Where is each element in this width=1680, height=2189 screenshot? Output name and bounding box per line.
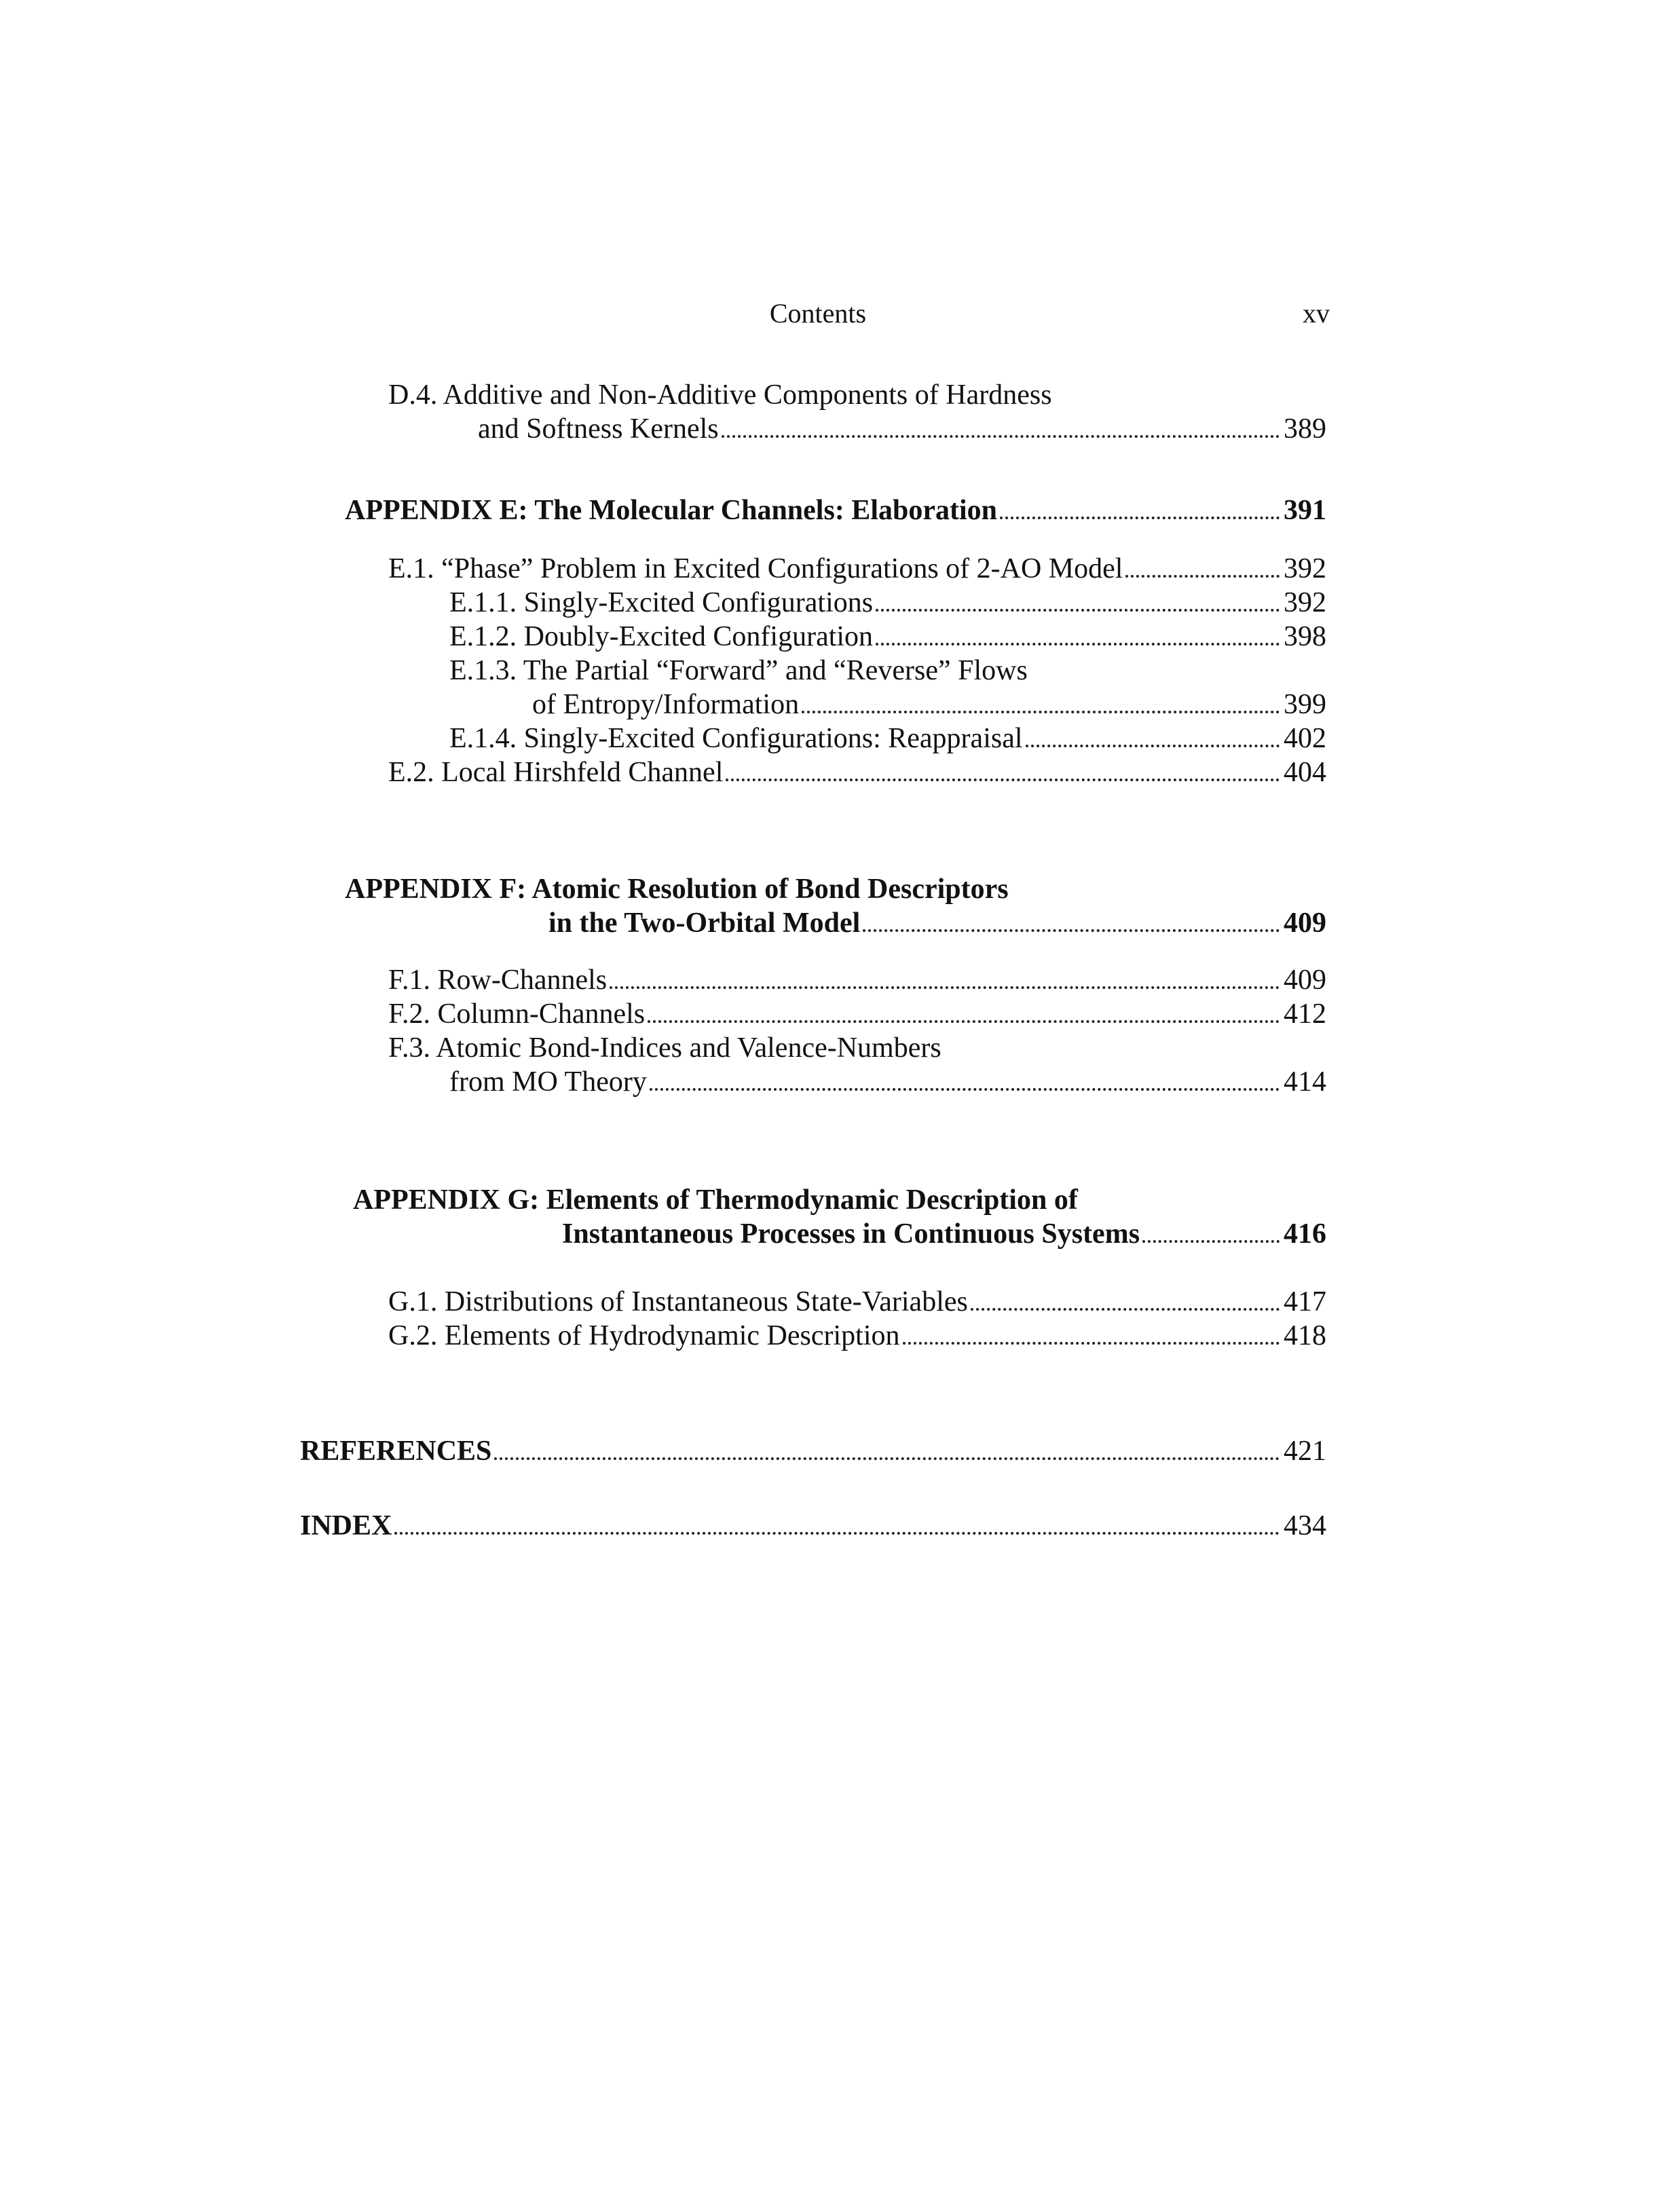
toc-entry-appendix-g[interactable] — [562, 1216, 1326, 1252]
toc-entry-d4-line1[interactable] — [388, 377, 1339, 413]
toc-label: APPENDIX F: Atomic Resolution of Bond Descriptors — [345, 874, 1009, 905]
toc-page-number: 417 — [1284, 1286, 1326, 1317]
toc-entry-f3-line1[interactable] — [388, 1030, 1326, 1066]
toc-entry-index[interactable] — [300, 1508, 1326, 1543]
dot-leader — [650, 1088, 1280, 1091]
running-header-page-number: xv — [1303, 298, 1330, 329]
toc-page-number: 416 — [1284, 1218, 1326, 1250]
toc-label: F.2. Column-Channels — [388, 998, 646, 1030]
toc-label: E.2. Local Hirshfeld Channel — [388, 757, 724, 788]
toc-label: E.1.2. Doubly-Excited Configuration — [449, 621, 874, 652]
toc-entry-g1[interactable] — [388, 1284, 1326, 1320]
toc-entry-appendix-f-line1[interactable] — [345, 872, 1326, 907]
dot-leader — [1142, 1240, 1280, 1243]
dot-leader — [726, 779, 1280, 781]
toc-entry-d4[interactable] — [478, 411, 1326, 447]
toc-label: F.1. Row-Channels — [388, 965, 608, 996]
dot-leader — [863, 929, 1280, 932]
toc-entry-g2[interactable] — [388, 1318, 1326, 1353]
toc-label: G.1. Distributions of Instantaneous State-Variables — [388, 1286, 968, 1317]
dot-leader — [610, 986, 1280, 989]
dot-leader — [876, 643, 1280, 646]
toc-page-number: 418 — [1284, 1320, 1326, 1351]
toc-page-number: 404 — [1284, 757, 1326, 788]
toc-label: E.1. “Phase” Problem in Excited Configurations of 2-AO Model — [388, 553, 1123, 584]
toc-label: D.4. Additive and Non-Additive Components of Hardness — [388, 379, 1052, 411]
toc-page-number: 412 — [1284, 998, 1326, 1030]
toc-entry-e12[interactable] — [449, 619, 1326, 654]
toc-entry-e1[interactable] — [388, 551, 1326, 586]
toc-entry-f2[interactable] — [388, 996, 1326, 1032]
toc-label: INDEX — [300, 1510, 392, 1541]
toc-page-number: 398 — [1284, 621, 1326, 652]
dot-leader — [1000, 517, 1280, 519]
toc-entry-f1[interactable] — [388, 962, 1326, 998]
toc-page-number: 389 — [1284, 413, 1326, 445]
toc-entry-e13-line1[interactable] — [449, 653, 1326, 688]
toc-label: F.3. Atomic Bond-Indices and Valence-Numbers — [388, 1032, 941, 1064]
toc-label: from MO Theory — [449, 1066, 647, 1098]
toc-entry-e13[interactable] — [532, 687, 1326, 722]
toc-page-number: 392 — [1284, 587, 1326, 618]
toc-page-number: 421 — [1284, 1436, 1326, 1467]
toc-label: Instantaneous Processes in Continuous Systems — [562, 1218, 1140, 1250]
running-header-title: Contents — [769, 298, 867, 329]
toc-label: in the Two-Orbital Model — [548, 908, 861, 939]
dot-leader — [648, 1020, 1280, 1023]
toc-page-number: 399 — [1284, 689, 1326, 720]
toc-label: G.2. Elements of Hydrodynamic Description — [388, 1320, 900, 1351]
toc-page-number: 434 — [1284, 1510, 1326, 1541]
toc-label: REFERENCES — [300, 1436, 492, 1467]
dot-leader — [494, 1457, 1280, 1460]
toc-page-number: 414 — [1284, 1066, 1326, 1098]
dot-leader — [971, 1308, 1280, 1311]
dot-leader — [1026, 745, 1280, 747]
toc-entry-appendix-f[interactable] — [548, 905, 1326, 941]
toc-entry-e2[interactable] — [388, 755, 1326, 790]
toc-label: APPENDIX E: The Molecular Channels: Elaboration — [345, 495, 997, 526]
dot-leader — [1125, 575, 1280, 578]
toc-page-number: 391 — [1284, 495, 1326, 526]
toc-label: of Entropy/Information — [532, 689, 800, 720]
toc-label: E.1.4. Singly-Excited Configurations: Reappraisal — [449, 723, 1023, 754]
toc-entry-e11[interactable] — [449, 585, 1326, 620]
toc-label: E.1.3. The Partial “Forward” and “Reverse” Flows — [449, 655, 1028, 686]
toc-page-number: 392 — [1284, 553, 1326, 584]
dot-leader — [394, 1532, 1280, 1535]
toc-page-number: 409 — [1284, 908, 1326, 939]
dot-leader — [802, 711, 1280, 713]
toc-entry-e14[interactable] — [449, 721, 1326, 756]
toc-page-number: 409 — [1284, 965, 1326, 996]
toc-entry-appendix-e[interactable] — [345, 493, 1326, 528]
toc-label: APPENDIX G: Elements of Thermodynamic Description of — [353, 1184, 1078, 1216]
dot-leader — [722, 435, 1280, 438]
dot-leader — [903, 1342, 1280, 1345]
toc-label: and Softness Kernels — [478, 413, 719, 445]
toc-label: E.1.1. Singly-Excited Configurations — [449, 587, 874, 618]
toc-entry-appendix-g-line1[interactable] — [353, 1182, 1326, 1218]
toc-entry-references[interactable] — [300, 1434, 1326, 1469]
toc-page-number: 402 — [1284, 723, 1326, 754]
toc-entry-f3[interactable] — [449, 1064, 1326, 1100]
dot-leader — [876, 609, 1280, 612]
